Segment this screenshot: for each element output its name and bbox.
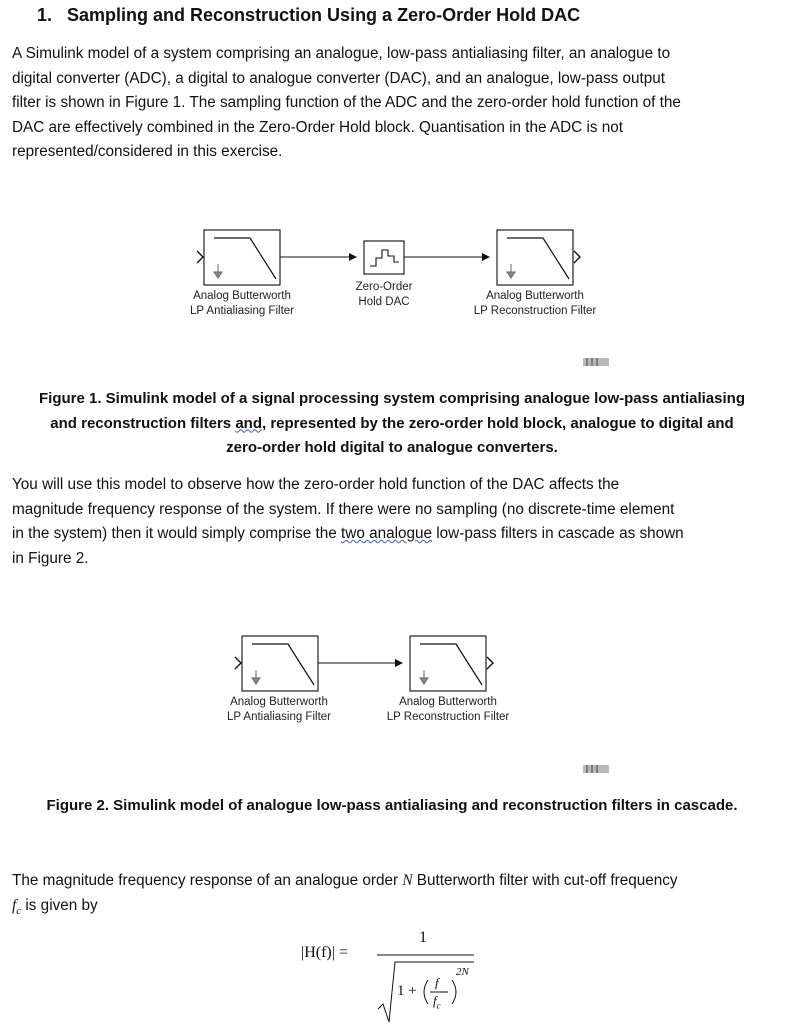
- eq-right-paren: [452, 980, 456, 1004]
- intro-line: A Simulink model of a system comprising an analogue, low-pass antialiasing filter, an analogue to: [12, 45, 671, 62]
- fig2-recon-label-line1: Analog Butterworth: [399, 696, 497, 708]
- body2-line3: [12, 522, 772, 547]
- fig2-recon-label-line2: LP Reconstruction Filter: [386, 710, 510, 723]
- fig1-antialias-label-line1: Analog Butterworth: [193, 290, 291, 302]
- fig1-reconstruction-label: [460, 289, 610, 318]
- fig1-reconstruction-block[interactable]: [497, 230, 573, 285]
- cap1-l2-post: represented by the zero-order hold block, analogue to digital and: [266, 414, 734, 432]
- fig1-zoh-label-line2: Hold DAC: [358, 295, 410, 308]
- fig2-input-port-icon: [235, 657, 241, 669]
- fig2-antialias-label-line2: LP Antialiasing Filter: [227, 710, 331, 723]
- intro-line: filter is shown in Figure 1. The sampling function of the ADC and the zero-order hold function of the: [12, 94, 681, 111]
- body3-l2-post: is given by: [21, 896, 98, 914]
- body3-line1: [12, 869, 772, 894]
- eq-exponent: 2N: [456, 966, 469, 978]
- fig1-zoh-label: [334, 280, 434, 309]
- order-variable: N: [402, 872, 413, 889]
- eq-frac-den: [433, 993, 441, 1011]
- eq-lhs: [301, 944, 348, 962]
- cutoff-variable: f: [12, 896, 17, 914]
- fig1-marker-icon: [583, 358, 609, 366]
- fig1-antialias-block[interactable]: [204, 230, 280, 285]
- fig1-zoh-block[interactable]: [364, 241, 404, 274]
- eq-frac-den-f: f: [433, 993, 437, 1008]
- cap1-l2-underlined: and,: [235, 414, 267, 432]
- section-title: Sampling and Reconstruction Using a Zero-Order Hold DAC: [67, 5, 581, 25]
- eq-lhs-text: |H(f)| =: [301, 944, 348, 961]
- fig1-antialias-label: [172, 289, 312, 318]
- intro-line: DAC are effectively combined in the Zero-Order Hold block. Quantisation in the ADC is not: [12, 118, 624, 136]
- fig1-recon-label-line1: Analog Butterworth: [486, 290, 584, 302]
- body2-line1: You will use this model to observe how the zero-order hold function of the DAC affects the: [12, 476, 620, 493]
- fig2-reconstruction-block[interactable]: [410, 636, 486, 691]
- eq-numerator: 1: [419, 929, 427, 946]
- fig2-antialias-label: [209, 695, 349, 724]
- body-paragraph-3: [12, 869, 772, 923]
- body2-l3-underlined: two analogue: [341, 525, 433, 542]
- fig1-recon-label-line2: LP Reconstruction Filter: [473, 304, 597, 317]
- body-paragraph-2: [12, 473, 772, 571]
- body3-l1-pre: The magnitude frequency response of an analogue order: [12, 872, 403, 889]
- fig2-antialias-label-line1: Analog Butterworth: [230, 696, 328, 708]
- fig2-reconstruction-label: [373, 695, 523, 724]
- body3-l1-post: Butterworth filter with cut-off frequency: [412, 872, 678, 889]
- fig2-antialias-block[interactable]: [242, 636, 318, 691]
- body2-l3-pre: in the system) then it would simply comprise the: [12, 525, 342, 542]
- cutoff-subscript: c: [16, 904, 22, 917]
- body2-l3-post: low-pass filters in cascade as shown: [432, 525, 684, 542]
- body2-line4: in Figure 2.: [12, 549, 89, 567]
- figure2-caption: Figure 2. Simulink model of analogue low-pass antialiasing and reconstruction filters in cascade.: [46, 797, 738, 814]
- eq-left-paren: [424, 980, 428, 1004]
- fig2-output-port-icon: [487, 657, 493, 669]
- eq-frac-num: f: [435, 975, 439, 990]
- figure1-caption-line1: Figure 1. Simulink model of a signal processing system comprising analogue low-pass antialiasing: [38, 390, 745, 407]
- fig1-input-port-icon: [197, 251, 203, 263]
- figure1-caption-line2: [12, 412, 772, 437]
- intro-line: represented/considered in this exercise.: [12, 143, 283, 160]
- figure1-caption: [12, 387, 772, 461]
- figure1-caption-line3: zero-order hold digital to analogue converters.: [226, 439, 558, 456]
- fig2-marker-icon: [583, 765, 609, 773]
- section-number: 1.: [37, 5, 53, 25]
- eq-one-plus: 1 +: [397, 983, 417, 999]
- intro-line: digital converter (ADC), a digital to analogue converter (DAC), and an analogue, low-pass output: [12, 69, 666, 87]
- body2-line2: magnitude frequency response of the system. If there were no sampling (no discrete-time element: [12, 500, 675, 518]
- body3-line2: [12, 894, 772, 924]
- cap1-l2-pre: and reconstruction filters: [50, 414, 236, 432]
- fig1-zoh-label-line1: Zero-Order: [355, 281, 413, 293]
- fig1-output-port-icon: [574, 251, 580, 263]
- fig1-antialias-label-line2: LP Antialiasing Filter: [190, 304, 294, 317]
- eq-frac-den-sub: c: [436, 1000, 441, 1011]
